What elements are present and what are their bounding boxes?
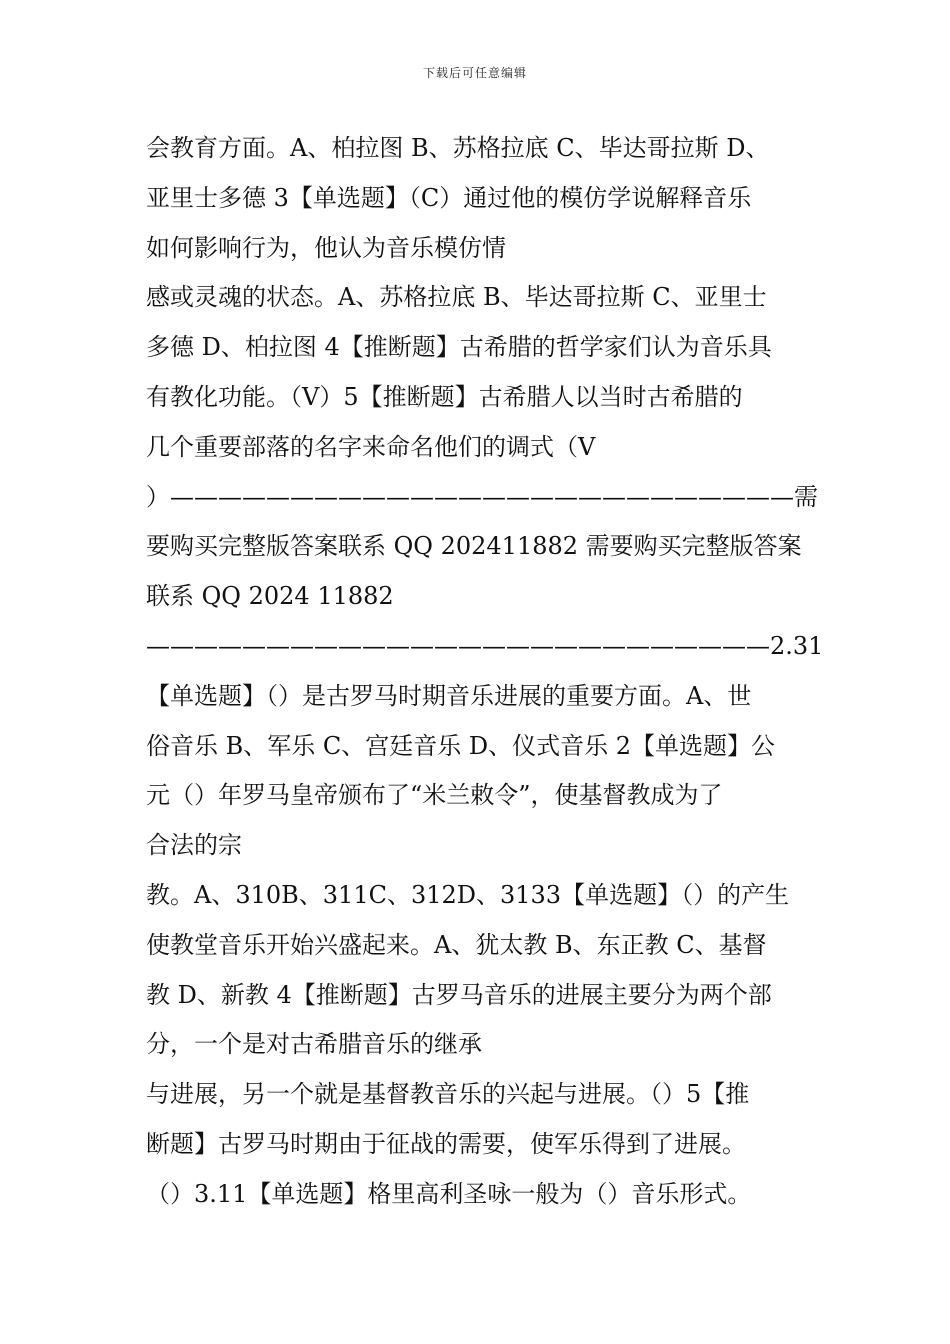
text-line: 【单选题】（）是古罗马时期音乐进展的重要方面。A、世 [146, 681, 752, 710]
text-line: 断题】古罗马时期由于征战的需要，使军乐得到了进展。 [146, 1129, 746, 1158]
text-line: 俗音乐 B、军乐 C、宫廷音乐 D、仪式音乐 2【单选题】公 [146, 731, 776, 760]
text-line: 合法的宗 [146, 831, 242, 860]
text-line: （）3.11【单选题】格里高利圣咏一般为（）音乐形式。 [146, 1179, 752, 1208]
text-line: 如何影响行为，他认为音乐模仿情 [146, 233, 506, 262]
text-line: 几个重要部落的名字来命名他们的调式（V [146, 432, 596, 461]
text-line: 会教育方面。A、柏拉图 B、苏格拉底 C、毕达哥拉斯 D、 [146, 134, 770, 162]
text-line: 多德 D、柏拉图 4【推断题】古希腊的哲学家们认为音乐具 [146, 333, 772, 362]
text-line: 感或灵魂的状态。A、苏格拉底 B、毕达哥拉斯 C、亚里士 [146, 283, 767, 312]
page-header: 下载后可任意编辑 [422, 66, 527, 80]
document-body [146, 124, 826, 1220]
text-line: 元（）年罗马皇帝颁布了“米兰敕令”，使基督教成为了 [146, 781, 723, 810]
text-line: 教 D、新教 4【推断题】古罗马音乐的进展主要分为两个部 [146, 980, 772, 1009]
text-line: 教。A、310B、311C、312D、3133【单选题】（）的产生 [146, 880, 790, 909]
text-line: 有教化功能。（V）5【推断题】古希腊人以当时古希腊的 [146, 382, 743, 411]
text-line: 联系 QQ 2024 11882 [146, 582, 394, 611]
text-line: ——————————————————————————2.31 [146, 631, 824, 660]
text-line: 分，一个是对古希腊音乐的继承 [146, 1030, 482, 1059]
text-line: 要购买完整版答案联系 QQ 202411882 需要购买完整版答案 [146, 532, 802, 561]
text-line: 使教堂音乐开始兴盛起来。A、犹太教 B、东正教 C、基督 [146, 930, 767, 959]
text-line: 与进展，另一个就是基督教音乐的兴起与进展。（）5【推 [146, 1080, 750, 1109]
text-line: 亚里士多德 3【单选题】（C）通过他的模仿学说解释音乐 [146, 183, 752, 212]
text-line: ）——————————————————————————需 [146, 482, 818, 511]
